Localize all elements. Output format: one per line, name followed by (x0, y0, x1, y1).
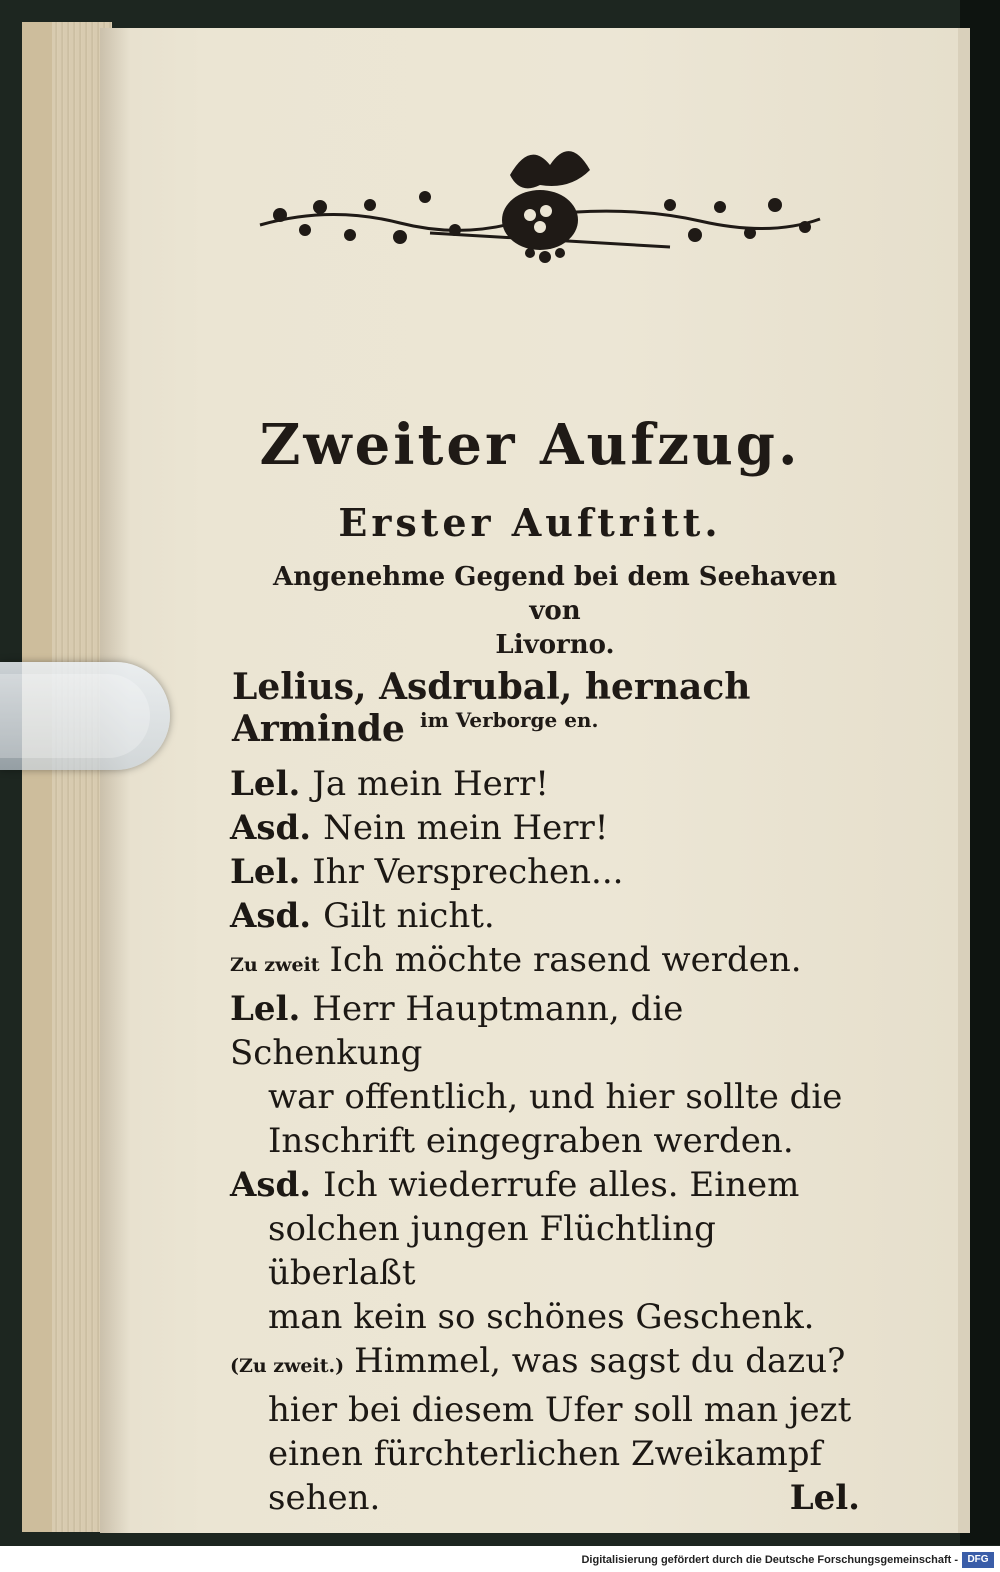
scene-title: Erster Auftritt. (338, 500, 722, 545)
footer-credit: Digitalisierung gefördert durch die Deutsche Forschungsgemeinschaft - (581, 1554, 958, 1566)
page-right-strip (958, 28, 970, 1533)
speaker: Lel. (230, 852, 301, 892)
last-line (230, 1476, 870, 1520)
line-text: Ich wiederrufe alles. Einem (323, 1165, 800, 1205)
catchword: Lel. (789, 1478, 860, 1518)
dialogue-line (230, 938, 870, 987)
dialogue-line (230, 1339, 870, 1388)
characters-subline: im Verborge en. (420, 708, 599, 732)
dfg-logo: DFG (962, 1552, 994, 1568)
dialogue-continuation: sehen. (268, 1478, 381, 1518)
speaker: Lel. (230, 989, 301, 1029)
dialogue-line (230, 806, 870, 850)
scene-setting (255, 560, 855, 662)
dialogue-continuation: einen fürchterlichen Zweikampf (268, 1434, 823, 1474)
characters-line: Lelius, Asdrubal, hernach Arminde (232, 666, 751, 750)
dialogue-continuation: hier bei diesem Ufer soll man jezt (268, 1390, 852, 1430)
line-text: Ich möchte rasend werden. (329, 940, 802, 980)
line-text: Himmel, was sagst du dazu? (354, 1341, 846, 1381)
stage-direction: (Zu zweit.) (230, 1355, 345, 1377)
floral-vignette-icon (250, 135, 830, 275)
line-text: Gilt nicht. (323, 896, 495, 936)
stage-direction: Zu zweit (230, 954, 320, 976)
setting-line-1: Angenehme Gegend bei dem Seehaven von (273, 562, 837, 626)
speaker: Asd. (230, 896, 312, 936)
line-text: Nein mein Herr! (323, 808, 609, 848)
dialogue-block (230, 762, 870, 1520)
magnifier-glass (0, 674, 150, 758)
dialogue-continuation: man kein so schönes Geschenk. (268, 1297, 815, 1337)
footer-bar (0, 1546, 1000, 1572)
line-text: Herr Hauptmann, die Schenkung (230, 989, 684, 1073)
speaker: Asd. (230, 1165, 312, 1205)
speaker: Asd. (230, 808, 312, 848)
magnifier-icon (0, 662, 170, 770)
line-text: Ja mein Herr! (312, 764, 549, 804)
speaker: Lel. (230, 764, 301, 804)
dialogue-continuation: solchen jungen Flüchtling überlaßt (268, 1209, 716, 1293)
book-cover-edge (22, 22, 52, 1532)
dialogue-line (230, 987, 870, 1075)
page-gutter-shadow (100, 28, 130, 1533)
act-title: Zweiter Aufzug. (259, 412, 801, 478)
line-text: Ihr Versprechen... (312, 852, 624, 892)
dialogue-line (230, 762, 870, 806)
dialogue-line (230, 1163, 870, 1207)
dialogue-line (230, 850, 870, 894)
dialogue-continuation: war offentlich, und hier sollte die (268, 1077, 843, 1117)
dialogue-continuation: Inschrift eingegraben werden. (268, 1121, 794, 1161)
setting-line-2: Livorno. (495, 630, 615, 660)
dialogue-line (230, 894, 870, 938)
